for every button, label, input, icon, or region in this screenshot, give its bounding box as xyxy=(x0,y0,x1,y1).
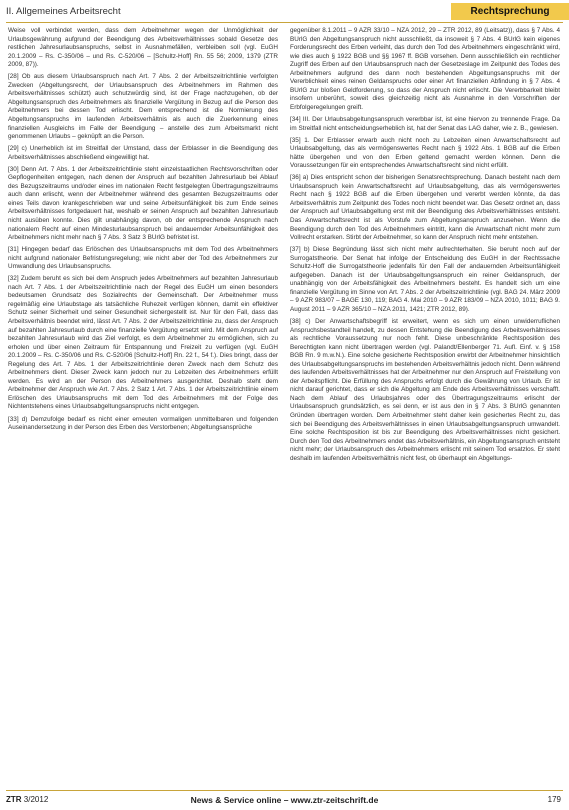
left-column xyxy=(8,27,278,782)
page-footer xyxy=(0,790,569,810)
page-header xyxy=(0,0,569,26)
article-body xyxy=(8,27,561,782)
paragraph: [32] Zudem beruht es sich bei dem Anspruch jedes Arbeitnehmers auf bezahlten Jahresurlaub nach Art. 7 Abs. 1 der Arbeitszeitrichtlinie nach der Regel des EuGH um einen besonders bedeutsamen Grundsatz des Sozialrechts der Gemeinschaft. Der Arbeitnehmer muss regelmäßig eine Urlaubstage als tatsächliche Ruhezeit verfügen können, damit ein effektiver Schutz seiner Sicherheit und seiner Gesundheit sichergestellt ist. Nur für den Fall, dass das Arbeitsverhältnis beendet wird, lässt Art. 7 Abs. 2 der Arbeitszeitrichtlinie zu, dass der Anspruch auf bezahlten Jahresurlaub durch eine finanzielle Vergütung ersetzt wird. Mit dem Anspruch auf bezahlten Jahresurlaub wird das Ziel verfolgt, es dem Arbeitnehmer zu ermöglichen, sich zu erholen und über einen Zeitraum für Entspannung und Freizeit zu verfügen (vgl. EuGH 20.1.2009 – Rs. C-350/06 und Rs. C-520/06 [Schultz-Hoff] Rn. 22 f., 54 f.). Dies bringt, dass der Regelung des Art. 7 Abs. 1 der Arbeitszeitrichtlinie deren Zweck nach dem Schutz des Arbeitnehmers dient. Dieser Zweck kann jedoch nur zu Lebzeiten des Arbeitnehmers erfüllt werden. Es wird an der Person des Arbeitnehmers ausgerichtet. Deshalb steht dem Arbeitnehmer der Anspruch wie Art. 7 Abs. 2 Satz 1 Art. 7 Abs. 1 der Arbeitszeitrichtlinie einem Erlöschen des Urlaubsanspruchs mit dem Tod des Arbeitnehmers mit der Folge des Nichtentstehens eines Urlaubsabgeltungsanspruchs nicht entgegen. xyxy=(8,275,278,411)
paragraph: gegenüber 8.1.2011 – 9 AZR 33/10 – NZA 2012, 29 – ZTR 2012, 89 (Leitsatz)), dass § 7 Abs. 4 BUrlG den Abgeltungsanspruch nicht ausschließt, da insoweit § 7 Abs. 4 BUrlG kein eigenes Forderungsrecht des Erben verleiht, das durch den Tod des Arbeitnehmers eingeschränkt wird, wie dies auch § 1922 BGB und §§ 1967 ff. BGB vorsehen. Denn ausschließlich ein rechtlicher Zugriff des Erben auf den Urlaubsanspruch nach der Gesetzeslage im Zeitpunkt des Todes des Arbeitnehmers aufgrund des dann noch bestehenden Abgeltungsanspruchs mit der Vererblichkeit eines reinen Geldanspruchs oder einer Art finanziellen Abfindung in § 7 Abs. 4 BUrlG zur bloßen Geldforderung, so dass der Anspruch nicht erlischt. Die Vererbbarkeit bleibt insofern unberührt, soweit dies gleichzeitig nicht als Ausnahme in den Vorschriften der Erbfolgeregelungen greift. xyxy=(290,27,560,111)
journal-name: ZTR xyxy=(6,795,22,804)
paragraph: [35] 1. Der Erblasser erwarb auch nicht noch zu Lebzeiten einen Anwartschaftsrecht auf Urlaubsabgeltung, das als vermögenswertes Recht nach § 1922 Abs. 1 BGB auf die Erben hätte übergehen und von den Erben geltend gemacht werden können. Denn die Voraussetzungen für ein entsprechendes Anwartschaftsrecht sind nicht erfüllt. xyxy=(290,136,560,170)
footer-divider xyxy=(6,790,563,791)
paragraph: [38] c) Der Anwartschaftsbegriff ist erweitert, wenn es sich um einen unwiderruflichen Anspruchsbestandteil handelt, zu dessen Entstehung die Beendigung des Arbeitsverhältnisses als rechtliche Voraussetzung nur noch fehlt. Diese unbeschränkte Rechtsposition des Berechtigten kann nicht übertragen werden (vgl. Palandt/Ellenberger 71. Aufl. Einf. v. § 158 BGB Rn. 9 m.w.N.). Eine solche gesicherte Rechtsposition erwirbt der Arbeitnehmer hinsichtlich des Urlaubsabgeltungsanspruchs im bestehenden Arbeitsverhältnis jedoch nicht. Denn während des laufenden Arbeitsverhältnisses hat der Arbeitnehmer nur den Anspruch auf Freistellung von der Arbeitspflicht. Die Erfüllung des Anspruchs erfolgt durch die Gewährung von Urlaub. Er ist nicht darauf gerichtet, dass er sich die Abgeltung am Ende des Arbeitsverhältnisses verschafft. Nach dem Ablauf des Urlaubsjahres oder des Übertragungszeitraums erlischt der Urlaubsanspruch grundsätzlich, es sei denn, er ist aus den in § 7 Abs. 3 BUrlG genannten Gründen übertragen worden. Dem Arbeitnehmer steht daher kein gesichertes Recht zu, das sich bei Beendigung des Arbeitsverhältnisses in einen Urlaubsabgeltungsanspruch umwandelt. Eine solche Rechtsposition ist bis zur Beendigung des Arbeitsverhältnisses nicht gesichert. Durch den Tod des Arbeitnehmers endet das Arbeitsverhältnis, ein Abgeltungsanspruch entsteht nicht mehr; der Urlaubsanspruch des Arbeitnehmers erlischt mit seinem Tod ersatzlos. Er steht deshalb im laufenden Arbeitsverhältnis nicht fest, ob überhaupt ein Abgeltungs- xyxy=(290,318,560,462)
paragraph: [36] a) Dies entspricht schon der bisherigen Senatsrechtsprechung. Danach besteht nach dem Urlaubsanspruch kein Anwartschaftsrecht auf Urlaubsabgeltung, das als vermögenswertes Recht nach § 1922 BGB auf die Erben übergehen und vererbt werden könnte, da das Arbeitsverhältnis zum Zeitpunkt des Todes noch nicht beendet war. Das Gesetz ordnet an, dass der Anspruch auf Urlaubsabgeltung erst mit der Beendigung des Arbeitsverhältnisses entsteht. Das Anwartschaftsrecht ist als Vorstufe zum Abgeltungsanspruch anzusehen. Wenn die Beendigung durch den Tod des Arbeitnehmers eintritt, kann die Anwartschaft nicht mehr zum Vollrecht erstarken. Stirbt der Arbeitnehmer, so kann der Anspruch nicht mehr entstehen. xyxy=(290,174,560,242)
paragraph: [28] Ob aus diesem Urlaubsanspruch nach Art. 7 Abs. 2 der Arbeitszeitrichtlinie verfolgten Zwecken (Abgeltungsrecht, der Urlaubsanspruch des Arbeitnehmers im Rahmen des Arbeitsverhältnisses schützt) auch schutzwürdig sind, ist der Frage nachzugehen, ob der Abgeltungsanspruch des Arbeitnehmers als finanzielle Vergütung in Bezug auf die Person des Arbeitnehmers bei dessen Tod erlischt. Dem entsprechend ist die Normierung des Abgeltungsanspruchs im laufenden Arbeitsverhältnis als auch die Zuerkennung eines finanziellen Ausgleichs im Falle der Beendigung – anstelle des zum Arbeitsmarkt nicht genommenen Urlaubs – geknüpft an die Person. xyxy=(8,73,278,141)
paragraph: [37] b) Diese Begründung lässt sich nicht mehr aufrechterhalten. Sie beruht noch auf der Surrogatstheorie. Der Senat hat infolge der Entscheidung des EuGH in der Rechtssache Schultz-Hoff die Surrogatstheorie jedenfalls für den Fall der andauernden Arbeitsunfähigkeit aufgegeben. Danach ist der Urlaubsabgeltungsanspruch ein reiner Geldanspruch, der unabhängig von der Arbeitsfähigkeit des Arbeitnehmers besteht. Es handelt sich um eine finanzielle Vergütung im Sinne von Art. 7 Abs. 2 der Arbeitszeitrichtlinie (vgl. BAG 24. März 2009 – 9 AZR 983/07 – BAGE 130, 119; BAG 4. Mai 2010 – 9 AZR 183/09 – NZA 2010, 1011; BAG 9. August 2011 – 9 AZR 365/10 – NZA 2011, 1421; ZTR 2012, 89). xyxy=(290,246,560,313)
section-title: II. Allgemeines Arbeitsrecht xyxy=(6,6,121,17)
right-column xyxy=(290,27,560,782)
footer-link[interactable]: News & Service online – www.ztr-zeitschrift.de xyxy=(190,795,379,805)
paragraph: [29] c) Unerheblich ist im Streitfall der Umstand, dass der Erblasser in die Beendigung des Arbeitsverhältnisses abschließend eingewilligt hat. xyxy=(8,145,278,161)
paragraph: [31] Hingegen bedarf das Erlöschen des Urlaubsanspruchs mit dem Tod des Arbeitnehmers nicht aufgrund nationaler Befristungsregelung; wie nicht aber der Tod des Arbeitnehmers zur Umwandlung des Urlaubsanspruchs. xyxy=(8,246,278,271)
paragraph: [30] Denn Art. 7 Abs. 1 der Arbeitszeitrichtlinie steht einzelstaatlichen Rechtsvorschriften oder Gepflogenheiten entgegen, nach denen der Anspruch auf bezahlten Jahresurlaub bei Ablauf des Bezugszeitraums und/oder eines im nationalen Recht festgelegten Übertragungszeitraums auch dann erlischt, wenn der Arbeitnehmer während des gesamten Bezugszeitraums oder eines Teils davon krankgeschrieben war und seine Arbeitsunfähigkeit bis zum Ende seines Arbeitsverhältnisses fortgedauert hat, weshalb er seinen Anspruch auf bezahlten Jahresurlaub nicht ausüben konnte. Dies gilt unabhängig davon, ob der entsprechende Anspruch nach nationalem Recht auf einen Mindesturlaubsanspruch bei andauernder Arbeitsunfähigkeit des Arbeitnehmers nicht mehr nach § 7 Abs. 3 Satz 3 BUrlG befristet ist. xyxy=(8,165,278,242)
journal-issue: 3/2012 xyxy=(23,795,49,804)
paragraph: Weise voll verbindet werden, dass dem Arbeitnehmer wegen der Unmöglichkeit der Urlaubsgewährung aufgrund der Beendigung des Arbeitsverhältnisses sobald Gesetze des restlichen Jahresurlaubsanspruchs, selbst in Ausnahmefällen, verbleiben soll (vgl. EuGH 20.1.2009 – Rs. C-350/06 – und Rs. C-520/06 – [Schultz-Hoff] Rn. 55 56; 2009, 1379 (ZTR 2009, 87)). xyxy=(8,27,278,69)
page-number: 179 xyxy=(547,795,561,804)
paragraph: [34] III. Der Urlaubsabgeltungsanspruch vererbbar ist, ist eine hiervon zu trennende Frage. Da im Streitfall nicht entscheidungserheblich ist, hat der Senat das LAG daher, wie z. B., gewiesen. xyxy=(290,115,560,132)
paragraph: [33] d) Demzufolge bedarf es nicht einer erneuten vormaligen unmittelbaren und folgenden Auseinandersetzung in der Person des Erben des Verstorbenen; Abgeltungsansprüche xyxy=(8,415,278,432)
category-tab: Rechtsprechung xyxy=(451,3,569,20)
header-divider xyxy=(6,22,563,23)
